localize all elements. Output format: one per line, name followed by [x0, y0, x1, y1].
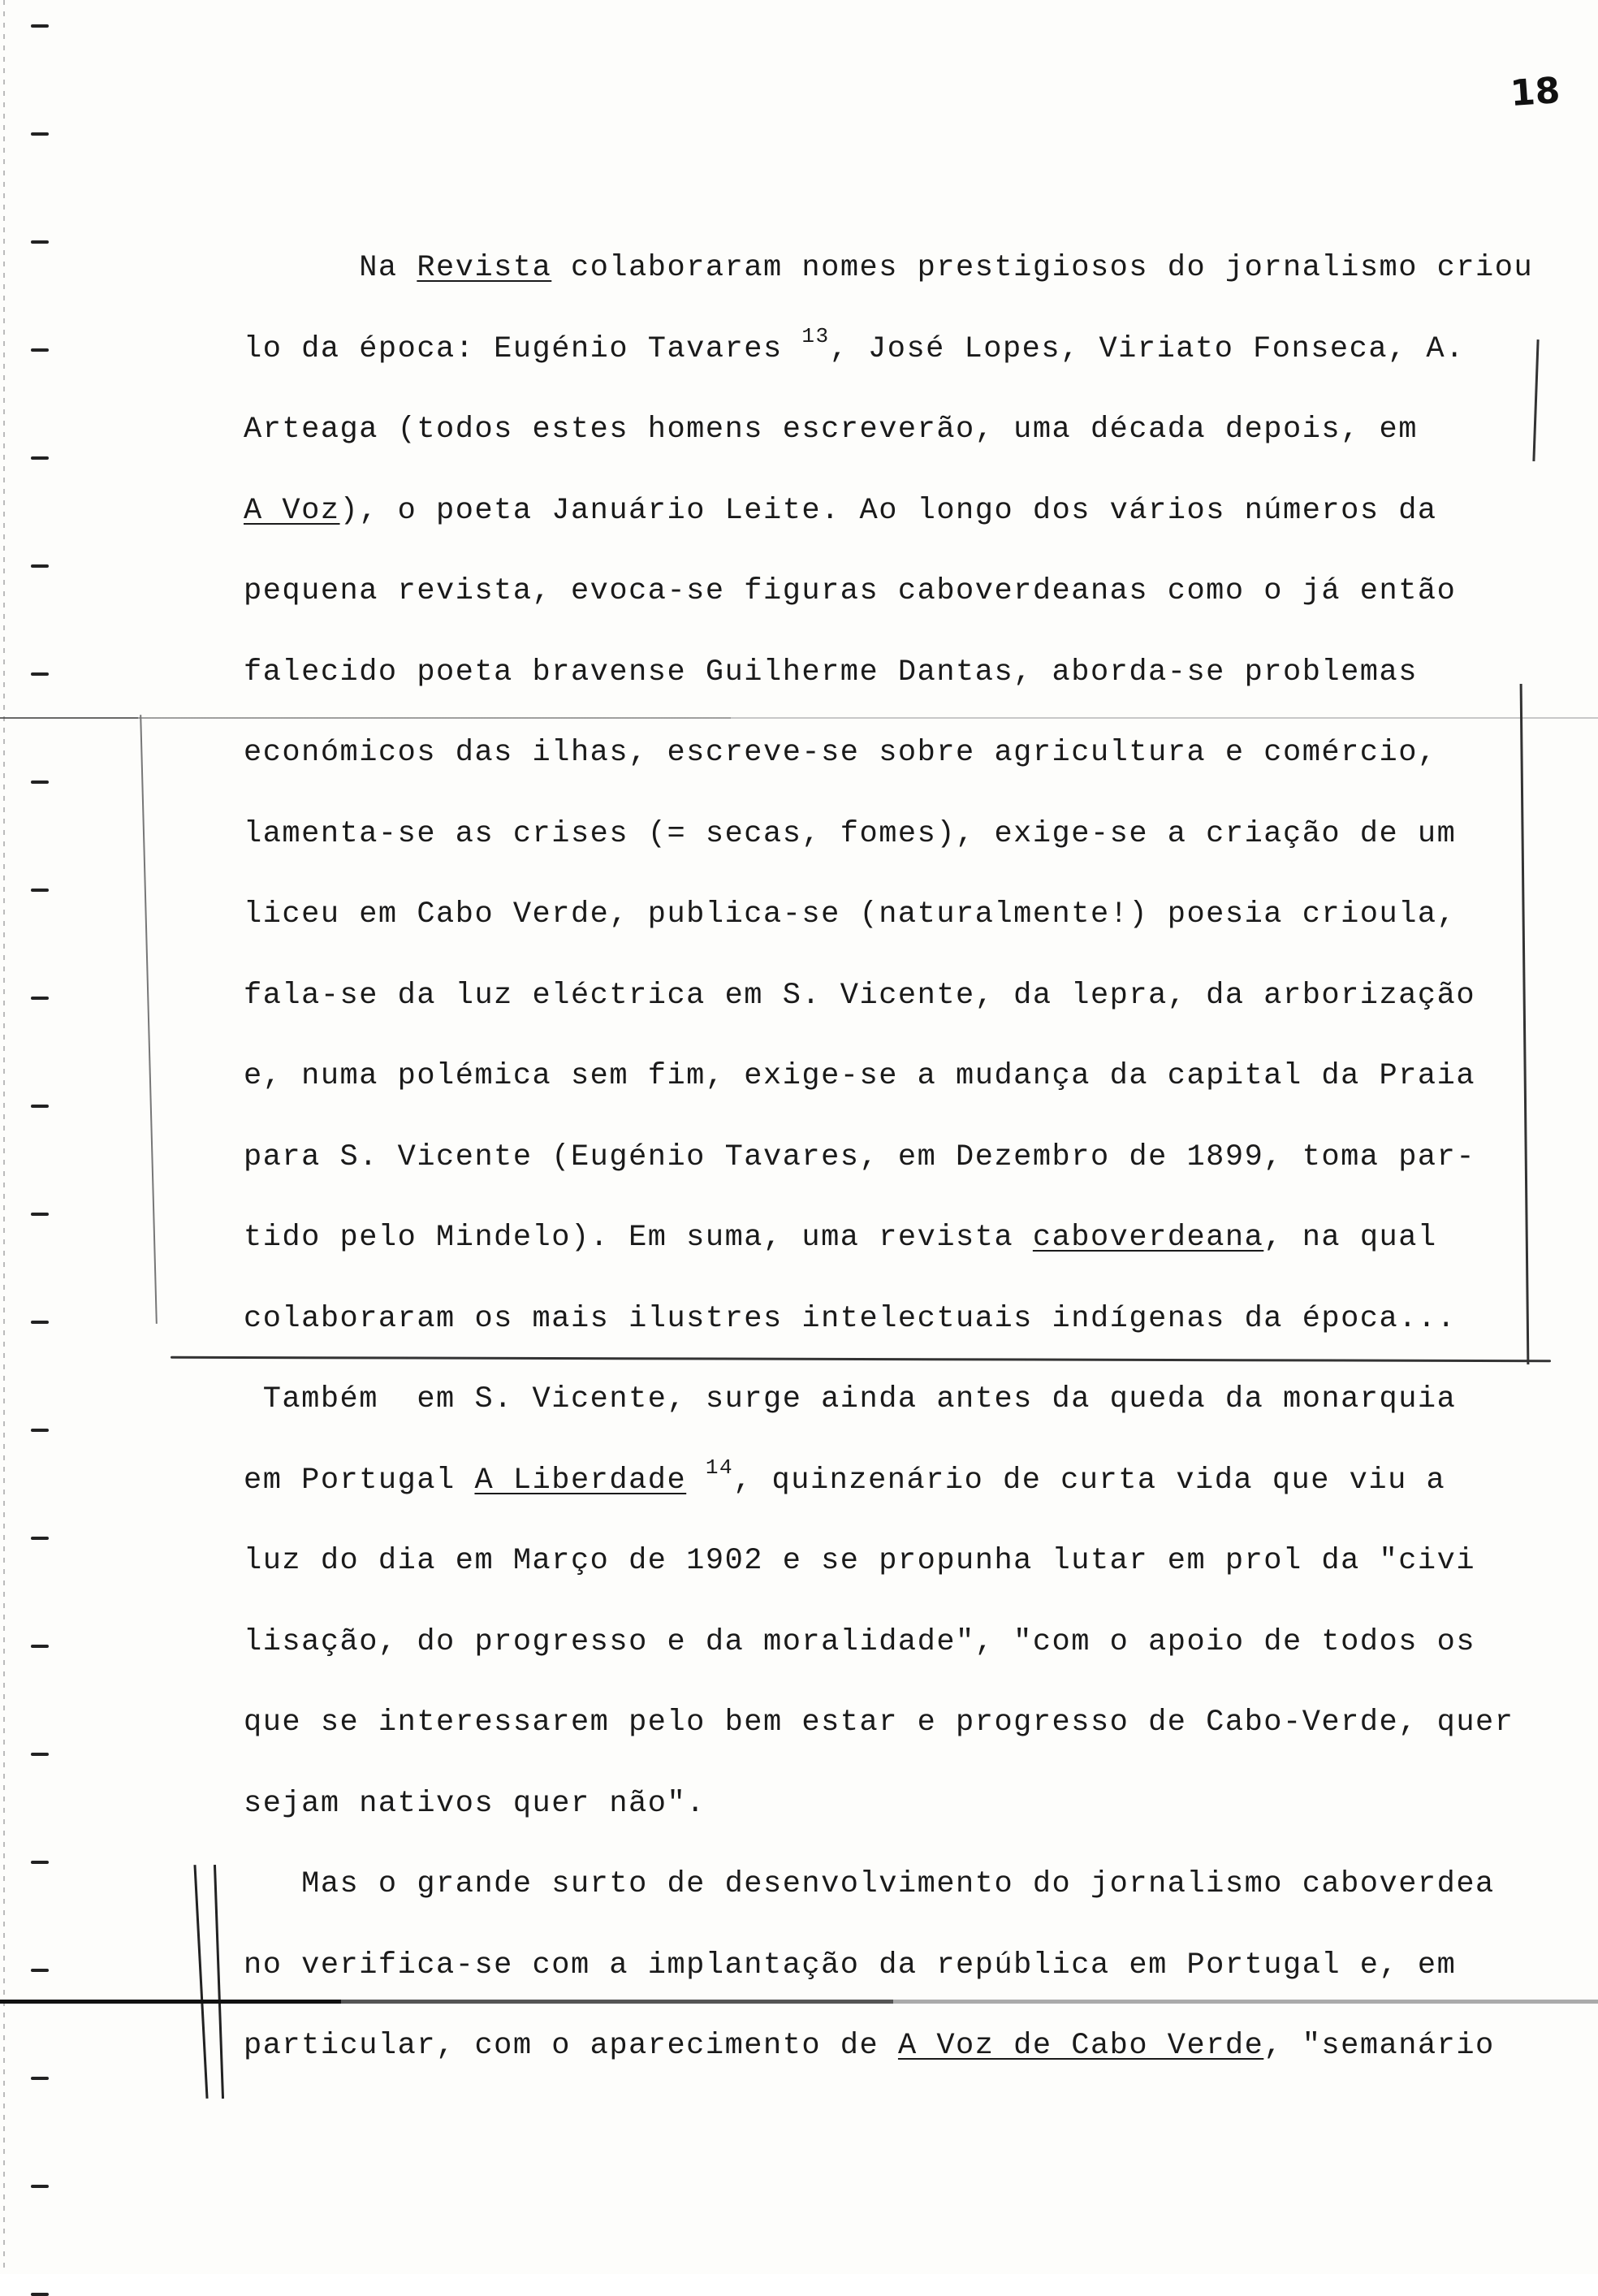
text-segment: económicos das ilhas, escreve-se sobre agricultura e comércio, — [244, 736, 1437, 770]
margin-tick — [31, 672, 49, 676]
text-line — [244, 1301, 1456, 1337]
text-segment: para S. Vicente (Eugénio Tavares, em Dezembro de 1899, toma par- — [244, 1139, 1476, 1174]
text-segment: , na qual — [1263, 1221, 1437, 1255]
text-segment — [686, 1464, 706, 1498]
text-line — [244, 250, 1533, 286]
text-segment: particular, com o aparecimento de — [244, 2029, 898, 2063]
text-segment: falecido poeta bravense Guilherme Dantas, aborda-se problemas — [244, 655, 1418, 690]
text-line — [244, 493, 1437, 529]
text-segment: luz do dia em Março de 1902 e se propunha lutar em prol da "civi — [244, 1544, 1476, 1578]
text-line — [244, 1139, 1475, 1175]
margin-tick — [31, 1753, 49, 1756]
text-line — [244, 978, 1475, 1014]
margin-tick — [31, 2077, 49, 2080]
text-segment: colaboraram os mais ilustres intelectuais indígenas da época... — [244, 1301, 1457, 1336]
margin-tick — [31, 2185, 49, 2188]
margin-tick — [31, 132, 49, 136]
text-line — [244, 1866, 1495, 1902]
text-segment: e, numa polémica sem fim, exige-se a mudança da capital da Praia — [244, 1059, 1476, 1093]
margin-double-bar-mark — [214, 1865, 224, 2099]
text-segment: ), o poeta Januário Leite. Ao longo dos vários números da — [339, 493, 1437, 528]
margin-double-bar-mark — [193, 1865, 208, 2099]
text-segment: lo da época: Eugénio Tavares — [244, 331, 802, 366]
margin-bracket-mark — [1532, 339, 1539, 461]
text-line — [244, 412, 1418, 448]
text-line — [244, 323, 1465, 367]
text-segment: em Portugal — [244, 1463, 475, 1498]
text-segment: Arteaga (todos estes homens escreverão, uma década depois, em — [244, 413, 1418, 447]
margin-tick — [31, 1213, 49, 1216]
underlined-title: Revista — [417, 251, 552, 285]
text-line — [244, 1381, 1456, 1417]
margin-tick — [31, 1429, 49, 1432]
text-line — [244, 2028, 1495, 2064]
margin-tick — [31, 1861, 49, 1864]
footnote-marker: 14 — [705, 1455, 734, 1480]
margin-tick — [31, 1969, 49, 1972]
text-segment: tido pelo Mindelo). Em suma, uma revista — [244, 1221, 1033, 1255]
margin-tick — [31, 1321, 49, 1324]
margin-tick — [31, 1105, 49, 1108]
text-segment: pequena revista, evoca-se figuras caboverdeanas como o já então — [244, 574, 1457, 608]
hand-drawn-box-bottom — [171, 1356, 1551, 1362]
underlined-title: A Liberdade — [474, 1463, 687, 1498]
text-line — [244, 816, 1456, 852]
text-line — [244, 1624, 1475, 1660]
text-segment: que se interessarem pelo bem estar e progresso de Cabo-Verde, quer — [244, 1706, 1514, 1740]
text-segment: , José Lopes, Viriato Fonseca, A. — [829, 331, 1465, 366]
text-line — [244, 1220, 1437, 1256]
margin-tick — [31, 24, 49, 28]
page-number: 18 — [1509, 69, 1561, 115]
text-segment: liceu em Cabo Verde, publica-se (naturalmente!) poesia crioula, — [244, 897, 1457, 932]
hand-drawn-box-right — [1520, 684, 1530, 1364]
margin-tick-marks — [31, 0, 55, 2274]
text-line — [244, 655, 1418, 690]
horizontal-rule-mark — [0, 2000, 1598, 2004]
page-left-edge — [3, 0, 5, 2274]
underlined-title: A Voz de Cabo Verde — [897, 2029, 1264, 2063]
margin-tick — [31, 780, 49, 784]
margin-tick — [31, 456, 49, 460]
text-line — [244, 735, 1437, 771]
text-segment: Mas o grande surto de desenvolvimento do jornalismo caboverdea — [244, 1867, 1495, 1901]
margin-tick — [31, 564, 49, 568]
text-segment: sejam nativos quer não". — [244, 1786, 706, 1821]
text-line — [244, 1786, 706, 1822]
text-line — [244, 897, 1456, 932]
text-segment: lisação, do progresso e da moralidade", "com o apoio de todos os — [244, 1624, 1476, 1659]
footnote-marker: 13 — [801, 323, 830, 348]
margin-tick — [31, 240, 49, 244]
text-segment: Na — [244, 251, 417, 285]
margin-tick — [31, 1537, 49, 1540]
hand-drawn-box-left — [140, 715, 158, 1324]
text-line — [244, 1455, 1446, 1498]
margin-tick — [31, 889, 49, 892]
text-segment: Também em S. Vicente, surge ainda antes da queda da monarquia — [244, 1382, 1457, 1416]
underlined-title: A Voz — [244, 493, 340, 528]
underlined-title: caboverdeana — [1032, 1221, 1264, 1255]
text-segment: lamenta-se as crises (= secas, fomes), exige-se a criação de um — [244, 816, 1457, 851]
text-segment: colaboraram nomes prestigiosos do jornalismo criou — [551, 251, 1534, 285]
margin-tick — [31, 1645, 49, 1648]
text-line — [244, 1948, 1456, 1983]
text-line — [244, 1543, 1475, 1579]
margin-tick — [31, 348, 49, 352]
text-segment: fala-se da luz eléctrica em S. Vicente, da lepra, da arborização — [244, 978, 1476, 1013]
text-line — [244, 573, 1456, 609]
text-segment: , quinzenário de curta vida que viu a — [733, 1463, 1446, 1498]
text-segment: no verifica-se com a implantação da república em Portugal e, em — [244, 1948, 1457, 1983]
text-line — [244, 1058, 1475, 1094]
margin-tick — [31, 997, 49, 1000]
hand-drawn-box-top — [0, 717, 1598, 719]
margin-tick — [31, 2293, 49, 2296]
text-segment: , "semanário — [1263, 2029, 1495, 2063]
text-line — [244, 1705, 1514, 1740]
